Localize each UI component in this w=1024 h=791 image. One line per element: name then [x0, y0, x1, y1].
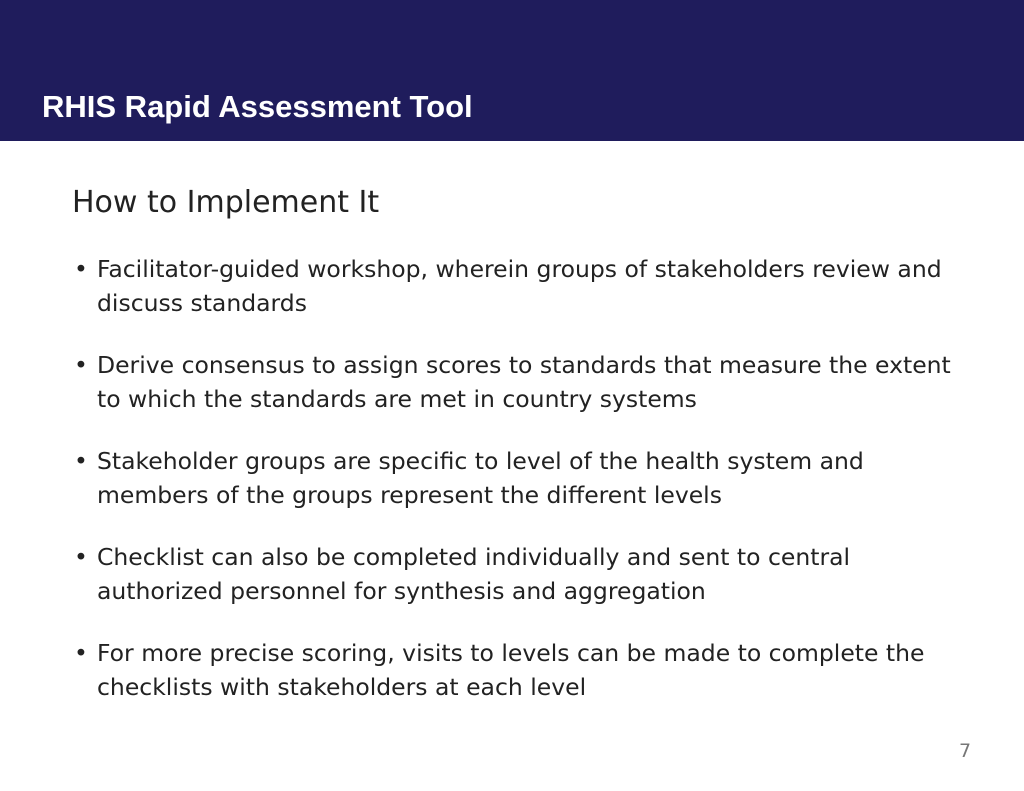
section-heading: How to Implement It [72, 185, 380, 220]
bullet-dot-icon: • [74, 639, 88, 667]
bullet-item-stakeholder-groups [74, 444, 954, 512]
bullet-item-checklist [74, 540, 954, 608]
header-bar [0, 0, 1024, 141]
bullet-text: Checklist can also be completed individually and sent to central authorized personnel for synthesis and aggregation [97, 543, 851, 605]
bullet-dot-icon: • [74, 447, 88, 475]
bullet-item-workshop [74, 252, 954, 320]
bullet-item-consensus [74, 348, 954, 416]
bullet-dot-icon: • [74, 255, 88, 283]
bullet-dot-icon: • [74, 543, 88, 571]
slide-title: RHIS Rapid Assessment Tool [42, 89, 473, 124]
page-number: 7 [958, 740, 972, 762]
bullet-text: Stakeholder groups are specific to level of the health system and members of the groups represent the different levels [97, 447, 864, 509]
bullet-text: Derive consensus to assign scores to standards that measure the extent to which the standards are met in country systems [97, 351, 951, 413]
bullet-text: Facilitator-guided workshop, wherein groups of stakeholders review and discuss standards [97, 255, 942, 317]
bullet-list [74, 252, 954, 732]
bullet-dot-icon: • [74, 351, 88, 379]
bullet-item-precise-scoring [74, 636, 954, 704]
bullet-text: For more precise scoring, visits to levels can be made to complete the checklists with stakeholders at each level [97, 639, 925, 701]
